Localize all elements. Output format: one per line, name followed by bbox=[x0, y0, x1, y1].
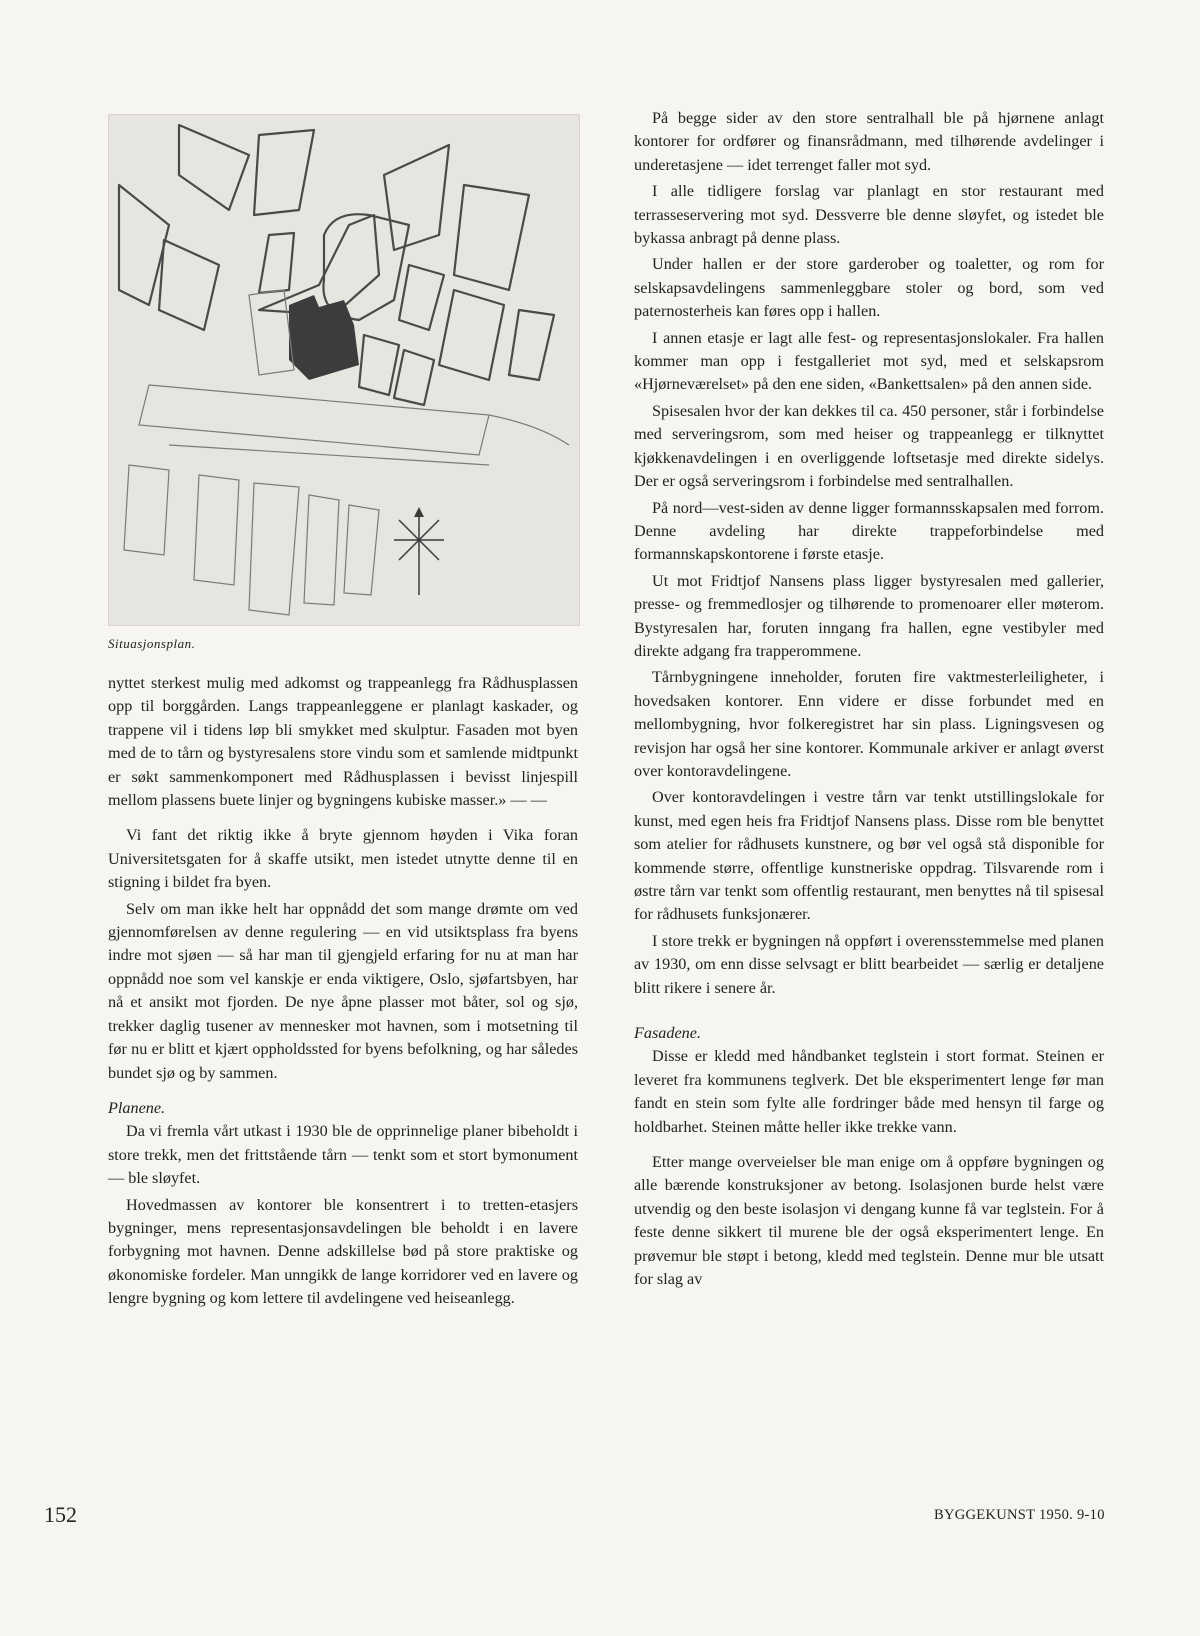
body-paragraph: I alle tidligere forslag var planlagt en stor restaurant med terrasseservering mot syd. Dessverre ble denne sløyfet, og istedet ble bykassa anbragt på denne plass. bbox=[634, 182, 1104, 248]
body-paragraph: Ut mot Fridtjof Nansens plass ligger bystyresalen med gallerier, presse- og fremmedlosjer og tilhørende to promenoarer eller møterom. Bystyresalen har, foruten inngang fra hallen, egne vestibyler med direkte adgang fra trapperommene. bbox=[634, 571, 1104, 660]
body-paragraph: I annen etasje er lagt alle fest- og representasjonslokaler. Fra hallen kommer man opp i festgalleriet mot syd, med et selskapsrom «Hjørneværelset» på den ene siden, «Bankettsalen» på den annen side. bbox=[634, 328, 1104, 394]
body-paragraph: nyttet sterkest mulig med adkomst og trappeanlegg fra Rådhusplassen opp til borggården. Langs trappeanleggene er planlagt kaskader, og trappene vil i tidens løp bli smykket med skulptur. Fasaden mot byen med de to tårn og bystyresalens store vindu som et samlende midtpunkt er søkt sammenkomponert med Rådhusplassen i bevisst linjespill mellom plassens buete linjer og bygningens kubiske masser.» — — bbox=[108, 674, 578, 810]
body-paragraph: Disse er kledd med håndbanket teglstein i stort format. Steinen er leveret fra kommunens teglverk. Det ble eksperimentert lenge før man fandt en stein som fylte alle fordringer både med hensyn til farge og holdbarhet. Steinen måtte heller ikke trekke vann. bbox=[634, 1047, 1104, 1136]
figure-caption: Situasjonsplan. bbox=[108, 636, 196, 651]
body-paragraph: Under hallen er der store garderober og toaletter, og rom for selskapsavdelingens sammenleggbare stoler og bord, som ved paternosterheis kan føres opp i hallen. bbox=[634, 255, 1104, 321]
body-paragraph: Over kontoravdelingen i vestre tårn var tenkt utstillingslokale for kunst, med egen heis fra Fridtjof Nansens plass. Disse rom ble benyttet som atelier for rådhusets kunstnere, og bør vel også stå disponible for kommende større, offentlige kunstneriske oppdrag. Tilsvarende rom i østre tårn var tenkt som offentlig restaurant, men benyttes nå til spisesal for rådhusets funksjonærer. bbox=[634, 788, 1104, 924]
body-paragraph: Tårnbygningene inneholder, foruten fire vaktmesterleiligheter, i hovedsaken kontorer. Enn videre er disse forbundet med en mellombygning, hvor folkeregistret har sin plass. Ligningsvesen og revisjon har også her sine kontorer. Kommunale arkiver er anlagt øverst over kontoravdelingene. bbox=[634, 668, 1104, 780]
body-paragraph: Selv om man ikke helt har oppnådd det som mange drømte om ved gjennomførelsen av denne regulering — en vid utsiktsplass fra byens indre mot sjøen — så har man til gjengjeld erfaring for nu at man har oppnådd noe som vel kanskje er enda viktigere, Oslo, sjøfartsbyen, har nå et ansikt mot fjorden. De nye åpne plasser mot båter, sol og sjø, trekker daglig tusener av mennesker mot havnen, som i motsetning til før nu er blitt et kjært oppholdssted for byens befolkning, og har således bundet sjø og by sammen. bbox=[108, 899, 578, 1082]
section-heading-planene: Planene. bbox=[108, 1098, 166, 1117]
section-heading-fasadene: Fasadene. bbox=[634, 1024, 701, 1043]
body-paragraph: Vi fant det riktig ikke å bryte gjennom høyden i Vika foran Universitetsgaten for å skaffe utsikt, men istedet utnytte denne til en stigning i bildet fra byen. bbox=[108, 826, 578, 892]
left-column bbox=[108, 672, 578, 1311]
body-paragraph: Da vi fremla vårt utkast i 1930 ble de opprinnelige planer bibeholdt i store trekk, men det frittstående tårn — tenkt som et stort bymonument — ble sløyfet. bbox=[108, 1122, 578, 1188]
body-paragraph: På begge sider av den store sentralhall ble på hjørnene anlagt kontorer for ordfører og finansrådmann, med tilhørende avdelinger i underetasjene — idet terrenget faller mot syd. bbox=[634, 109, 1104, 174]
body-paragraph: På nord—vest-siden av denne ligger formannsskapsalen med forrom. Denne avdeling har direkte trappeforbindelse med formannskapskontorene i første etasje. bbox=[634, 498, 1104, 564]
right-column bbox=[634, 107, 1104, 1292]
body-paragraph: Spisesalen hvor der kan dekkes til ca. 450 personer, står i forbindelse med serveringsrom, som med heiser og trappeanlegg er tilknyttet kjøkkenavdelingen i en overliggende loftsetasje med direkte sidelys. Der er også serveringsrom i forbindelse med sentralhallen. bbox=[634, 401, 1104, 491]
journal-footer: BYGGEKUNST 1950. 9-10 bbox=[934, 1507, 1105, 1523]
body-paragraph: Etter mange overveielser ble man enige om å oppføre bygningen og alle bærende konstruksjoner av betong. Isolasjonen burde helst være utvendig og den beste isolasjon vi dengang kunne få var teglstein. For å feste denne sikkert til murene ble der også eksperimentert lenge. En prøvemur ble støpt i betong, kledd med teglstein. Denne mur ble utsatt for slag av bbox=[634, 1153, 1104, 1289]
body-paragraph: Hovedmassen av kontorer ble konsentrert i to tretten-etasjers bygninger, mens representasjonsavdelingen ble beholdt i en lavere forbygning mot havnen. Denne adskillelse bød på store praktiske og økonomiske fordeler. Man unngikk de lange korridorer ved en lavere og lengre bygning og kom lettere til avdelingene ved heiseanlegg. bbox=[108, 1195, 578, 1308]
body-paragraph: I store trekk er bygningen nå oppført i overensstemmelse med planen av 1930, om enn disse selvsagt er blitt bearbeidet — særlig er detaljene blitt rikere i senere år. bbox=[634, 931, 1104, 997]
situation-plan-figure bbox=[108, 114, 580, 626]
page-number: 152 bbox=[44, 1502, 77, 1527]
